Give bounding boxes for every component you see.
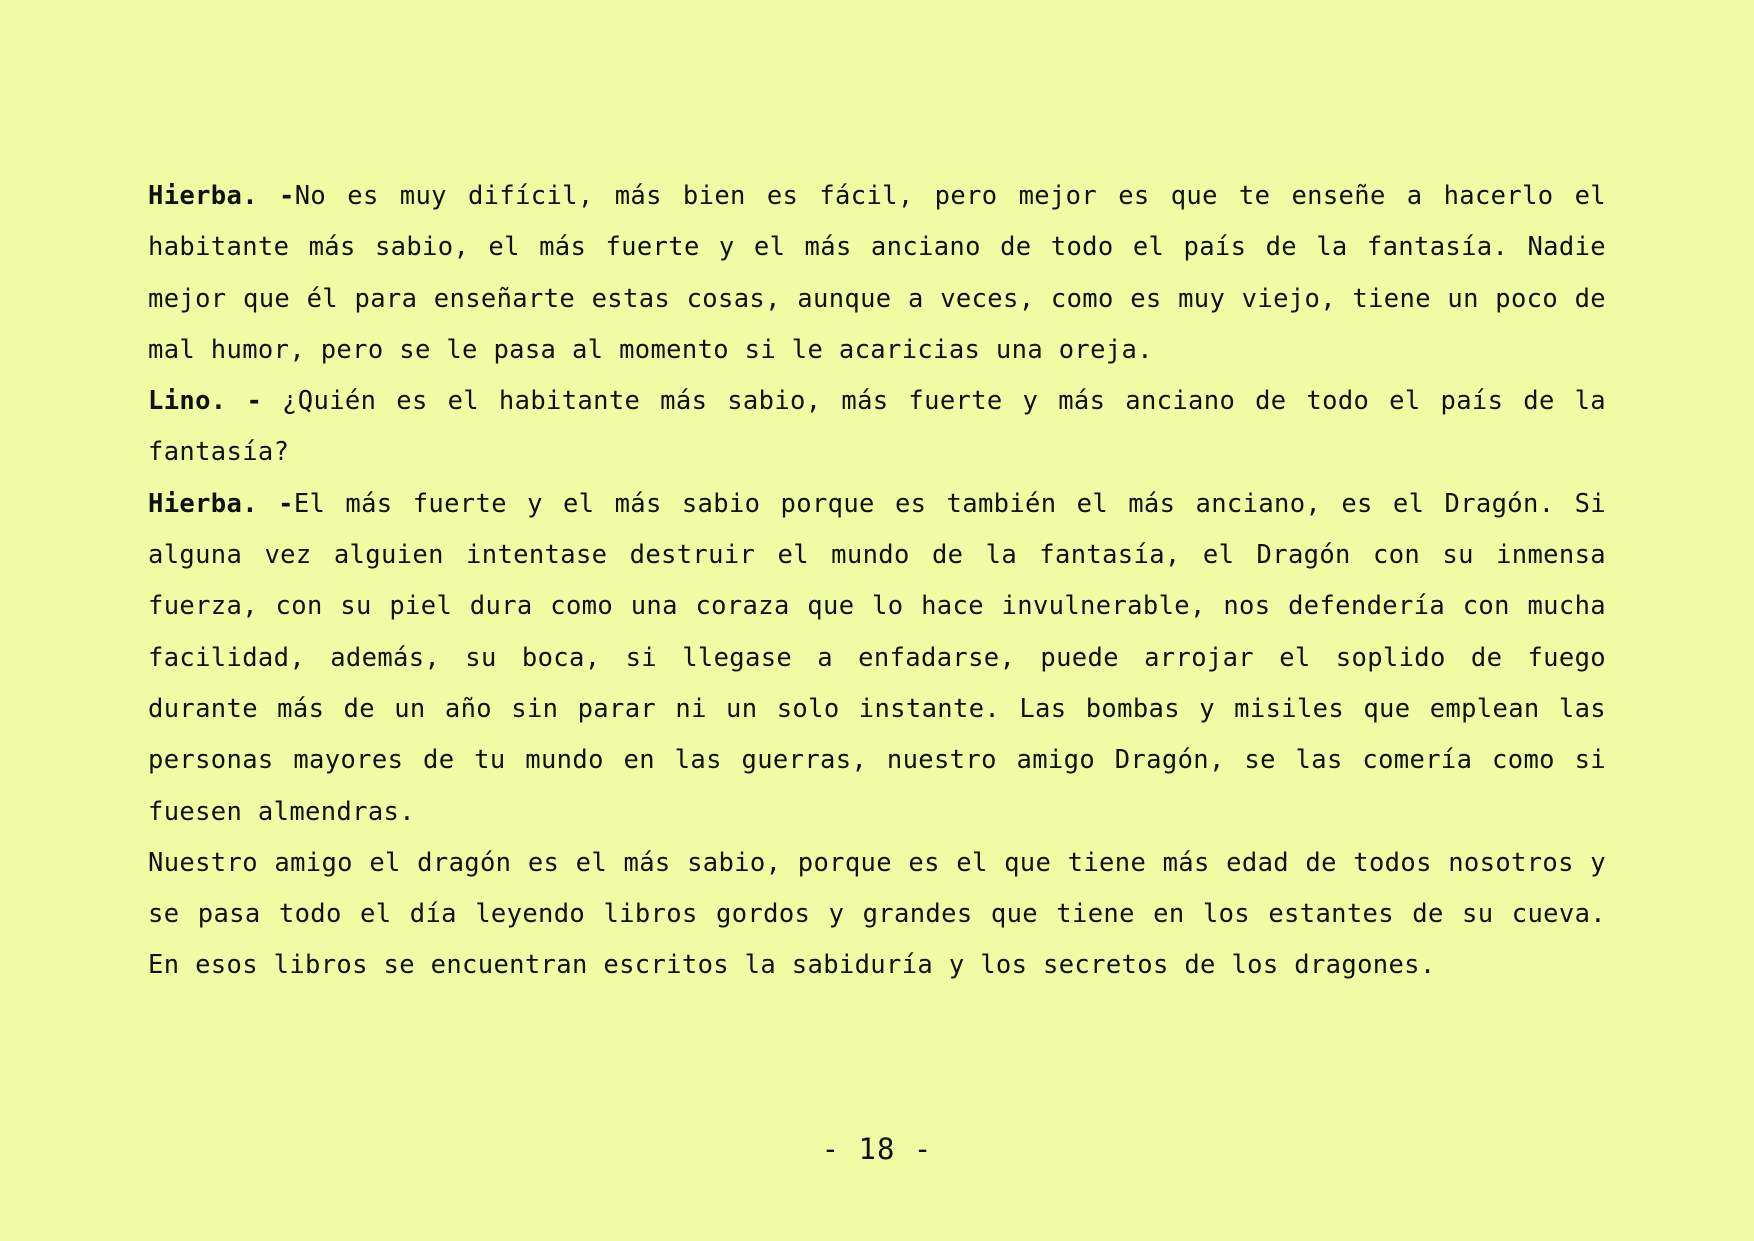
- page-number: - 18 -: [821, 1132, 933, 1166]
- paragraph-hierba-2: [148, 479, 1606, 838]
- speaker-dash: -: [226, 386, 283, 417]
- body-text: [148, 171, 1606, 992]
- speaker-name: Hierba.: [148, 488, 258, 519]
- paragraph-text: Nuestro amigo el dragón es el más sabio, porque es el que tiene más edad de todos nosotros y se pasa todo el día leyendo libros gordos y grandes que tiene en los estantes de su cueva. En esos libros se encuentran escritos la sabiduría y los secretos de los dragones.: [148, 847, 1606, 981]
- speaker-dash: -: [257, 488, 294, 519]
- speaker-name: Hierba.: [148, 181, 258, 211]
- paragraph-lino: [148, 376, 1606, 479]
- paragraph-hierba-1: [148, 171, 1606, 376]
- speaker-name: Lino.: [148, 386, 227, 417]
- paragraph-text: ¿Quién es el habitante más sabio, más fuerte y más anciano de todo el país de la fantasía?: [148, 386, 1606, 468]
- paragraph-text: El más fuerte y el más sabio porque es también el más anciano, es el Dragón. Si alguna vez alguien intentase destruir el mundo de la fantasía, el Dragón con su inmensa fuerza, con su piel dura como una coraza que lo hace invulnerable, nos defendería con mucha facilidad, además, su boca, si llegase a enfadarse, puede arrojar el soplido de fuego durante más de un año sin parar ni un solo instante. Las bombas y misiles que emplean las personas mayores de tu mundo en las guerras, nuestro amigo Dragón, se las comería como si fuesen almendras.: [148, 488, 1606, 827]
- speaker-dash: -: [257, 181, 295, 211]
- paragraph-text: No es muy difícil, más bien es fácil, pero mejor es que te enseñe a hacerlo el habitante más sabio, el más fuerte y el más anciano de todo el país de la fantasía. Nadie mejor que él para enseñarte estas cosas, aunque a veces, como es muy viejo, tiene un poco de mal humor, pero se le pasa al momento si le acaricias una oreja.: [148, 181, 1606, 365]
- paragraph-narration: [148, 838, 1606, 992]
